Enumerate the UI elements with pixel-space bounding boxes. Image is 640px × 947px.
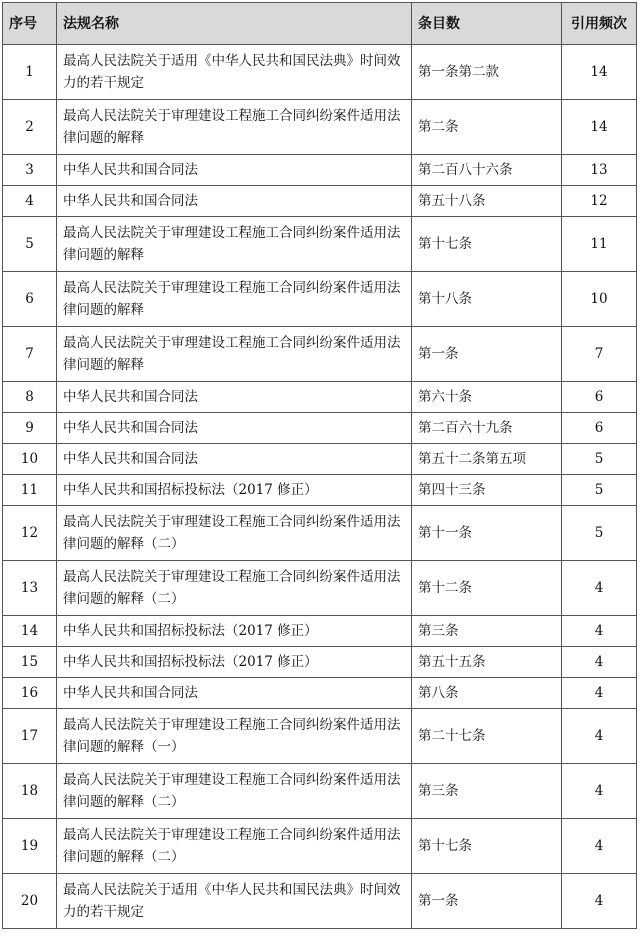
table-body bbox=[3, 45, 637, 929]
table-header bbox=[3, 3, 637, 45]
row-number: 12 bbox=[3, 506, 57, 561]
citation-frequency: 5 bbox=[562, 444, 637, 475]
citation-frequency: 6 bbox=[562, 382, 637, 413]
article-number: 第十二条 bbox=[412, 561, 562, 616]
row-number: 14 bbox=[3, 616, 57, 647]
table-row bbox=[3, 475, 637, 506]
row-number: 3 bbox=[3, 155, 57, 186]
article-number: 第三条 bbox=[412, 616, 562, 647]
regulation-name: 中华人民共和国合同法 bbox=[57, 413, 412, 444]
row-number: 9 bbox=[3, 413, 57, 444]
regulation-name: 最高人民法院关于适用《中华人民共和国民法典》时间效力的若干规定 bbox=[57, 874, 412, 929]
row-number: 15 bbox=[3, 647, 57, 678]
row-number: 5 bbox=[3, 217, 57, 272]
row-number: 11 bbox=[3, 475, 57, 506]
regulation-name: 最高人民法院关于审理建设工程施工合同纠纷案件适用法律问题的解释（二） bbox=[57, 561, 412, 616]
regulation-name: 中华人民共和国合同法 bbox=[57, 155, 412, 186]
citation-frequency: 4 bbox=[562, 709, 637, 764]
table-row bbox=[3, 819, 637, 874]
citation-frequency: 5 bbox=[562, 475, 637, 506]
row-number: 6 bbox=[3, 272, 57, 327]
row-number: 13 bbox=[3, 561, 57, 616]
table-row bbox=[3, 382, 637, 413]
table-row bbox=[3, 506, 637, 561]
row-number: 2 bbox=[3, 100, 57, 155]
regulation-name: 中华人民共和国合同法 bbox=[57, 678, 412, 709]
table-row bbox=[3, 155, 637, 186]
citation-frequency: 13 bbox=[562, 155, 637, 186]
article-number: 第十八条 bbox=[412, 272, 562, 327]
row-number: 19 bbox=[3, 819, 57, 874]
table-row bbox=[3, 764, 637, 819]
article-number: 第十七条 bbox=[412, 217, 562, 272]
regulation-name: 中华人民共和国合同法 bbox=[57, 382, 412, 413]
article-number: 第八条 bbox=[412, 678, 562, 709]
regulation-name: 中华人民共和国合同法 bbox=[57, 186, 412, 217]
table-row bbox=[3, 678, 637, 709]
regulation-name: 最高人民法院关于审理建设工程施工合同纠纷案件适用法律问题的解释 bbox=[57, 272, 412, 327]
article-number: 第十一条 bbox=[412, 506, 562, 561]
table-row bbox=[3, 616, 637, 647]
article-number: 第五十五条 bbox=[412, 647, 562, 678]
table-row bbox=[3, 100, 637, 155]
regulation-name: 最高人民法院关于审理建设工程施工合同纠纷案件适用法律问题的解释（二） bbox=[57, 819, 412, 874]
citation-frequency: 7 bbox=[562, 327, 637, 382]
regulation-name: 最高人民法院关于适用《中华人民共和国民法典》时间效力的若干规定 bbox=[57, 45, 412, 100]
row-number: 8 bbox=[3, 382, 57, 413]
article-number: 第十七条 bbox=[412, 819, 562, 874]
table-row bbox=[3, 186, 637, 217]
regulation-name: 中华人民共和国招标投标法（2017 修正） bbox=[57, 647, 412, 678]
article-number: 第三条 bbox=[412, 764, 562, 819]
row-number: 20 bbox=[3, 874, 57, 929]
table-row bbox=[3, 327, 637, 382]
row-number: 7 bbox=[3, 327, 57, 382]
header-row bbox=[3, 3, 637, 45]
regulation-name: 中华人民共和国招标投标法（2017 修正） bbox=[57, 616, 412, 647]
article-number: 第二百八十六条 bbox=[412, 155, 562, 186]
header-article: 条目数 bbox=[412, 3, 562, 45]
row-number: 10 bbox=[3, 444, 57, 475]
table-row bbox=[3, 444, 637, 475]
citation-frequency: 4 bbox=[562, 647, 637, 678]
citation-frequency: 11 bbox=[562, 217, 637, 272]
header-freq: 引用频次 bbox=[562, 3, 637, 45]
regulation-citation-table bbox=[2, 2, 637, 929]
regulation-name: 中华人民共和国合同法 bbox=[57, 444, 412, 475]
header-no: 序号 bbox=[3, 3, 57, 45]
citation-frequency: 5 bbox=[562, 506, 637, 561]
citation-frequency: 4 bbox=[562, 874, 637, 929]
citation-frequency: 4 bbox=[562, 678, 637, 709]
table-row bbox=[3, 874, 637, 929]
regulation-name: 中华人民共和国招标投标法（2017 修正） bbox=[57, 475, 412, 506]
regulation-name: 最高人民法院关于审理建设工程施工合同纠纷案件适用法律问题的解释（一） bbox=[57, 709, 412, 764]
regulation-name: 最高人民法院关于审理建设工程施工合同纠纷案件适用法律问题的解释 bbox=[57, 100, 412, 155]
regulation-name: 最高人民法院关于审理建设工程施工合同纠纷案件适用法律问题的解释（二） bbox=[57, 764, 412, 819]
citation-frequency: 14 bbox=[562, 100, 637, 155]
article-number: 第六十条 bbox=[412, 382, 562, 413]
citation-frequency: 12 bbox=[562, 186, 637, 217]
article-number: 第五十八条 bbox=[412, 186, 562, 217]
citation-frequency: 4 bbox=[562, 819, 637, 874]
row-number: 18 bbox=[3, 764, 57, 819]
table-row bbox=[3, 217, 637, 272]
table-row bbox=[3, 272, 637, 327]
citation-frequency: 4 bbox=[562, 616, 637, 647]
table-row bbox=[3, 709, 637, 764]
article-number: 第一条 bbox=[412, 874, 562, 929]
article-number: 第二百六十九条 bbox=[412, 413, 562, 444]
header-name: 法规名称 bbox=[57, 3, 412, 45]
row-number: 17 bbox=[3, 709, 57, 764]
citation-frequency: 4 bbox=[562, 561, 637, 616]
row-number: 4 bbox=[3, 186, 57, 217]
row-number: 16 bbox=[3, 678, 57, 709]
article-number: 第四十三条 bbox=[412, 475, 562, 506]
article-number: 第一条第二款 bbox=[412, 45, 562, 100]
table-row bbox=[3, 647, 637, 678]
article-number: 第五十二条第五项 bbox=[412, 444, 562, 475]
table-row bbox=[3, 561, 637, 616]
citation-frequency: 10 bbox=[562, 272, 637, 327]
regulation-name: 最高人民法院关于审理建设工程施工合同纠纷案件适用法律问题的解释 bbox=[57, 217, 412, 272]
citation-frequency: 4 bbox=[562, 764, 637, 819]
article-number: 第一条 bbox=[412, 327, 562, 382]
regulation-name: 最高人民法院关于审理建设工程施工合同纠纷案件适用法律问题的解释 bbox=[57, 327, 412, 382]
citation-frequency: 6 bbox=[562, 413, 637, 444]
row-number: 1 bbox=[3, 45, 57, 100]
regulation-name: 最高人民法院关于审理建设工程施工合同纠纷案件适用法律问题的解释（二） bbox=[57, 506, 412, 561]
article-number: 第二十七条 bbox=[412, 709, 562, 764]
citation-frequency: 14 bbox=[562, 45, 637, 100]
table-row bbox=[3, 413, 637, 444]
article-number: 第二条 bbox=[412, 100, 562, 155]
table-row bbox=[3, 45, 637, 100]
